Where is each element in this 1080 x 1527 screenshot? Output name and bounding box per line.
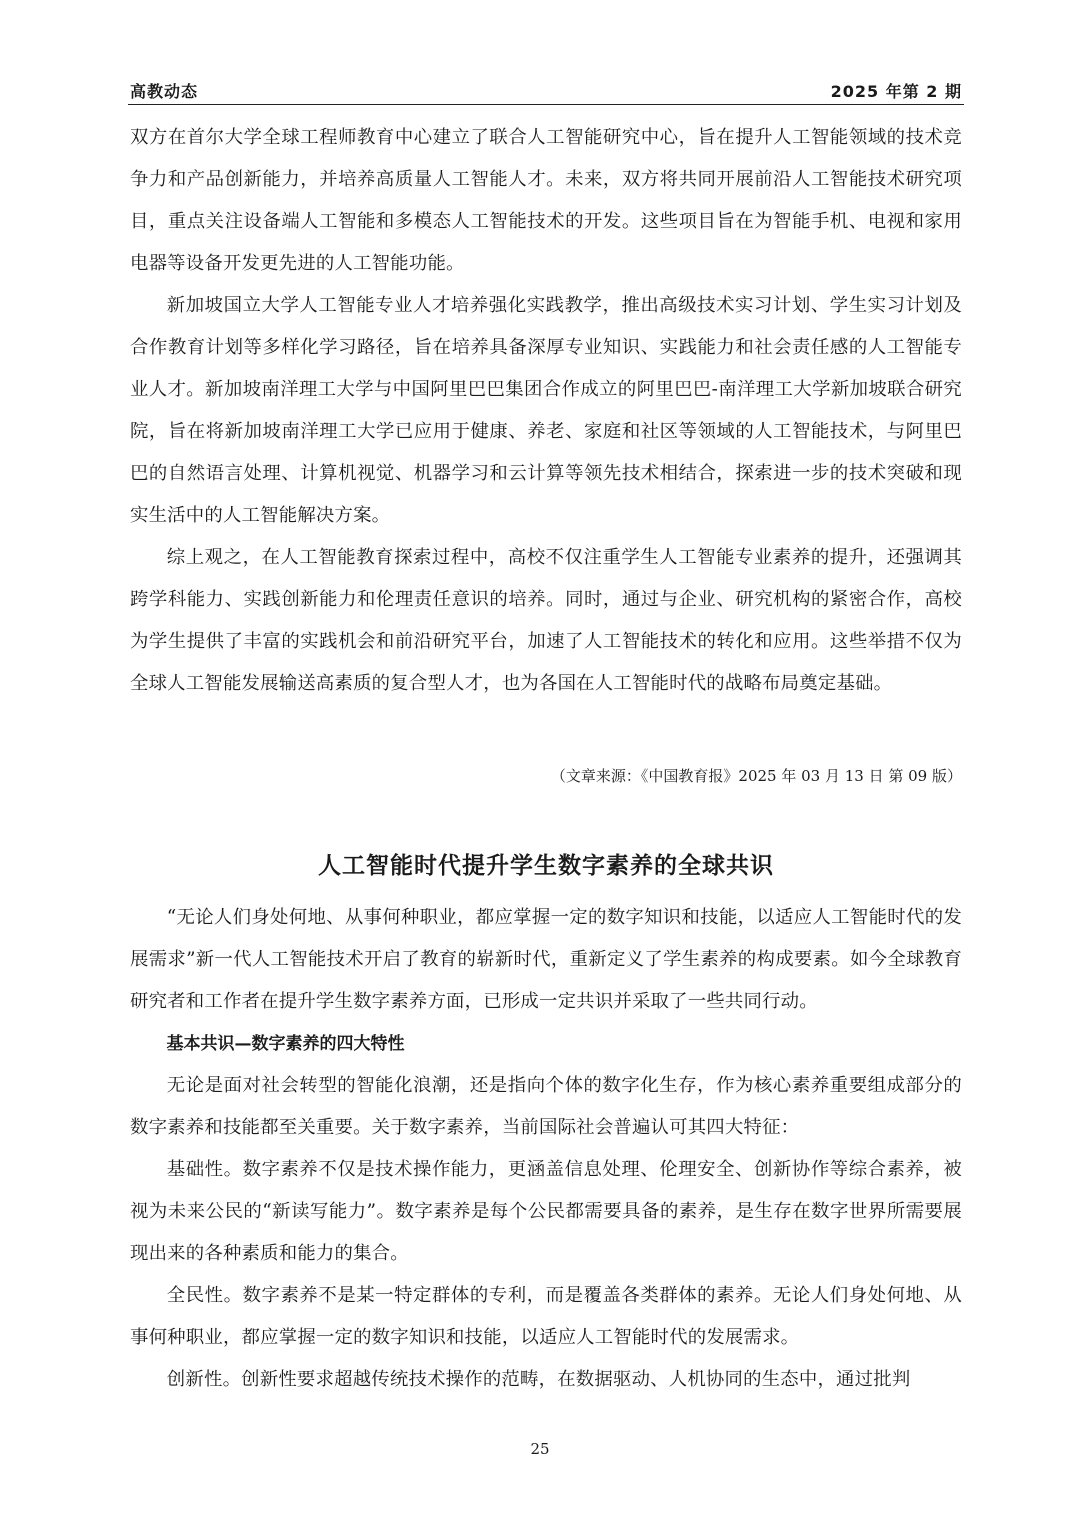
journal-name: 高教动态: [130, 82, 199, 101]
page-number: 25: [530, 1440, 550, 1458]
body-paragraph: 全民性。数字素养不是某一特定群体的专利，而是覆盖各类群体的素养。无论人们身处何地、从事何种职业，都应掌握一定的数字知识和技能，以适应人工智能时代的发展需求。: [130, 1285, 962, 1348]
page-header: [130, 78, 962, 102]
article2-body: [130, 897, 962, 1401]
body-paragraph: 创新性。创新性要求超越传统技术操作的范畴，在数据驱动、人机协同的生态中，通过批判: [166, 1369, 911, 1390]
header-rule: [128, 104, 964, 105]
intro-paragraph: “无论人们身处何地、从事何种职业，都应掌握一定的数字知识和技能，以适应人工智能时代的发展需求”新一代人工智能技术开启了教育的崭新时代，重新定义了学生素养的构成要素。如今全球教育研究者和工作者在提升学生数字素养方面，已形成一定共识并采取了一些共同行动。: [130, 907, 962, 1012]
body-paragraph: 无论是面对社会转型的智能化浪潮，还是指向个体的数字化生存，作为核心素养重要组成部分的数字素养和技能都至关重要。关于数字素养，当前国际社会普遍认可其四大特征：: [130, 1075, 962, 1138]
body-paragraph: 双方在首尔大学全球工程师教育中心建立了联合人工智能研究中心，旨在提升人工智能领域的技术竞争力和产品创新能力，并培养高质量人工智能人才。未来，双方将共同开展前沿人工智能技术研究项目，重点关注设备端人工智能和多模态人工智能技术的开发。这些项目旨在为智能手机、电视和家用电器等设备开发更先进的人工智能功能。: [130, 127, 962, 274]
body-paragraph: 新加坡国立大学人工智能专业人才培养强化实践教学，推出高级技术实习计划、学生实习计划及合作教育计划等多样化学习路径，旨在培养具备深厚专业知识、实践能力和社会责任感的人工智能专业人才。新加坡南洋理工大学与中国阿里巴巴集团合作成立的阿里巴巴-南洋理工大学新加坡联合研究院，旨在将新加坡南洋理工大学已应用于健康、养老、家庭和社区等领域的人工智能技术，与阿里巴巴的自然语言处理、计算机视觉、机器学习和云计算等领先技术相结合，探索进一步的技术突破和现实生活中的人工智能解决方案。: [130, 295, 962, 526]
section-subheading: 基本共识—数字素养的四大特性: [166, 1034, 405, 1054]
issue-label: 2025 年第 2 期: [830, 82, 962, 101]
body-paragraph: 综上观之，在人工智能教育探索过程中，高校不仅注重学生人工智能专业素养的提升，还强调其跨学科能力、实践创新能力和伦理责任意识的培养。同时，通过与企业、研究机构的紧密合作，高校为学生提供了丰富的实践机会和前沿研究平台，加速了人工智能技术的转化和应用。这些举措不仅为全球人工智能发展输送高素质的复合型人才，也为各国在人工智能时代的战略布局奠定基础。: [130, 547, 962, 694]
body-paragraph: 基础性。数字素养不仅是技术操作能力，更涵盖信息处理、伦理安全、创新协作等综合素养，被视为未来公民的“新读写能力”。数字素养是每个公民都需要具备的素养，是生存在数字世界所需要展现出来的各种素质和能力的集合。: [130, 1159, 962, 1264]
article-source: （文章来源：《中国教育报》2025 年 03 月 13 日 第 09 版）: [550, 767, 962, 785]
section1-body: [130, 117, 962, 705]
article-title: 人工智能时代提升学生数字素养的全球共识: [318, 853, 774, 879]
